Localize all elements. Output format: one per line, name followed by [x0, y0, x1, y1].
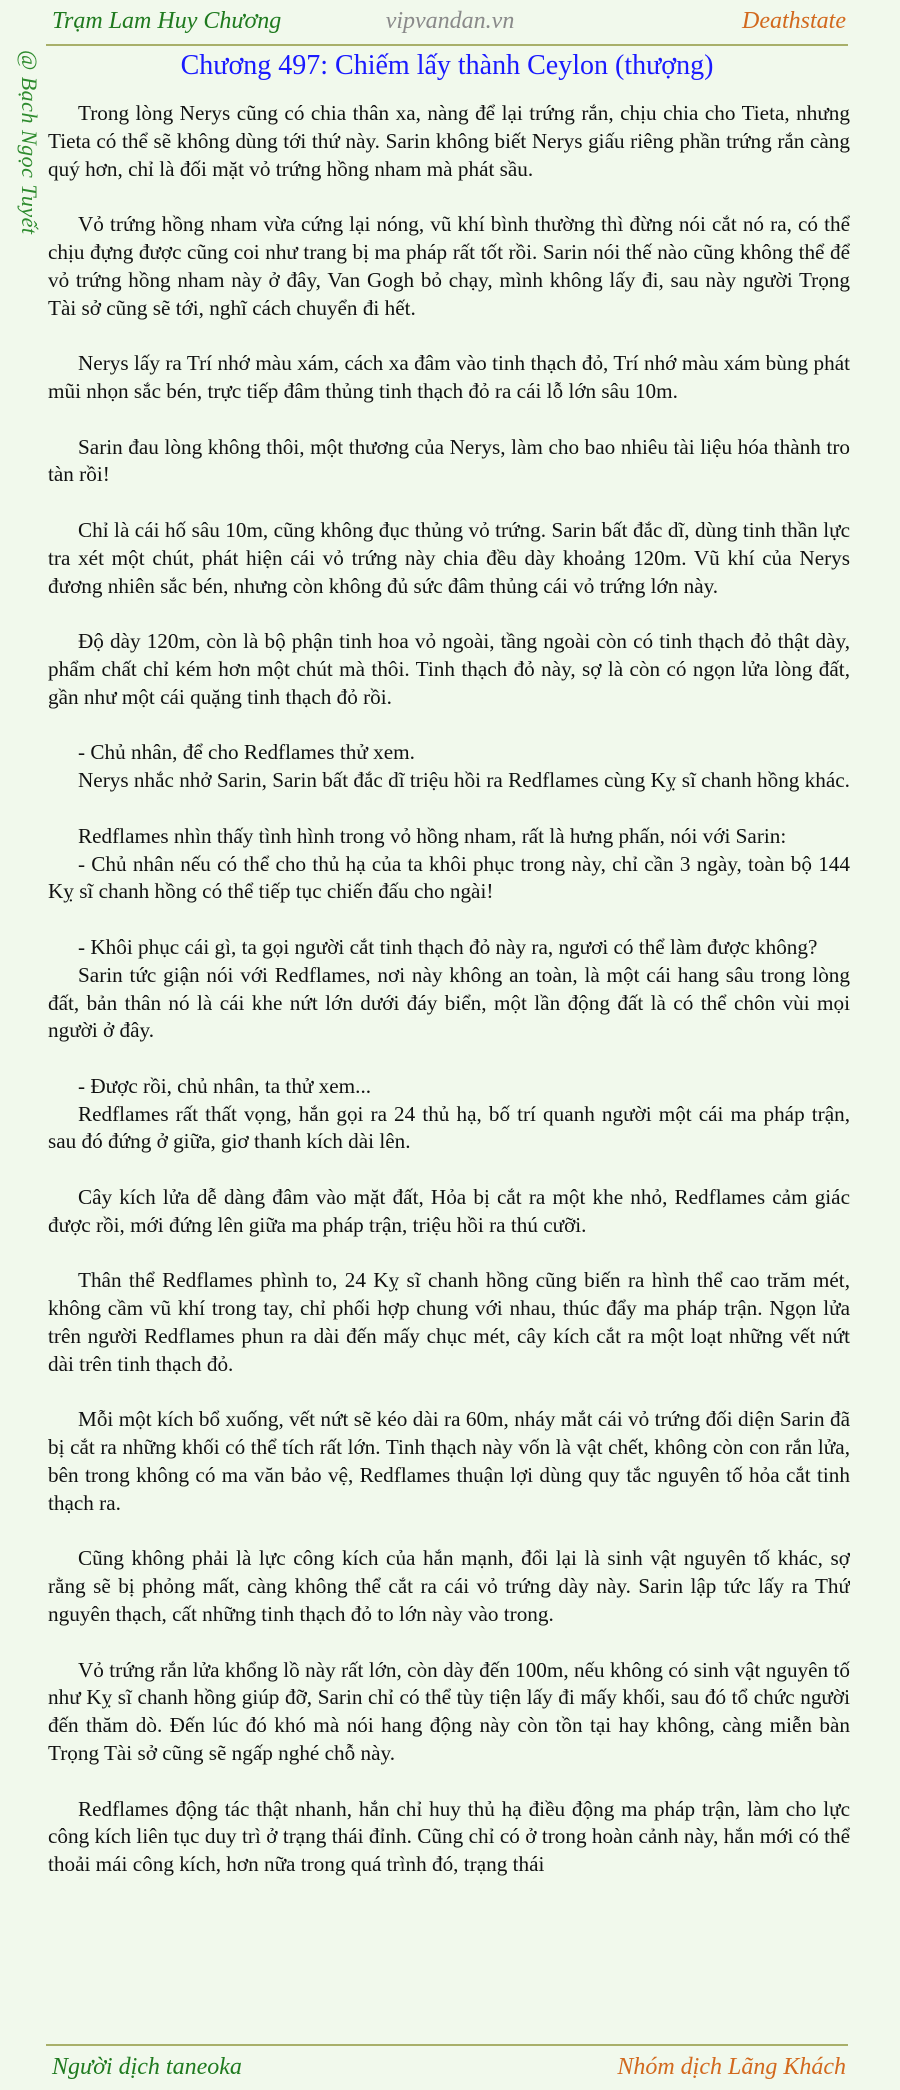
paragraph: Redflames rất thất vọng, hắn gọi ra 24 thủ hạ, bố trí quanh người một cái ma pháp trận, sau đó đứng ở giữa, giơ thanh kích dài lên.: [48, 1101, 850, 1154]
paragraph: Trong lòng Nerys cũng có chia thân xa, nàng để lại trứng rắn, chịu chia cho Tieta, nhưng Tieta có thể sẽ không dùng tới thứ này. Sarin không biết Nerys giấu riêng phần trứng rắn càng quý hơn, chỉ là đối mặt vỏ trứng hồng nham mà phát sầu.: [48, 101, 850, 181]
paragraph: Nerys lấy ra Trí nhớ màu xám, cách xa đâm vào tinh thạch đỏ, Trí nhớ màu xám bùng phát mũi nhọn sắc bén, trực tiếp đâm thủng tinh thạch đỏ ra cái lỗ lớn sâu 10m.: [48, 351, 850, 403]
footer-divider: [46, 2044, 848, 2046]
page-header: [0, 0, 900, 46]
dialogue-line: - Chủ nhân nếu có thể cho thủ hạ của ta khôi phục trong này, chỉ cần 3 ngày, toàn bộ 144 Kỵ sĩ chanh hồng có thể tiếp tục chiến đấu cho ngài!: [48, 851, 850, 904]
chapter-body: [48, 100, 850, 2030]
paragraph: Sarin đau lòng không thôi, một thương của Nerys, làm cho bao nhiêu tài liệu hóa thành tro tàn rồi!: [48, 434, 850, 487]
footer-group: Nhóm dịch Lãng Khách: [617, 2054, 846, 2080]
header-divider: [46, 44, 848, 46]
dialogue-line: - Chủ nhân, để cho Redflames thử xem.: [78, 740, 415, 765]
paragraph: Vỏ trứng rắn lửa khổng lồ này rất lớn, còn dày đến 100m, nếu không có sinh vật nguyên tố như Kỵ sĩ chanh hồng giúp đỡ, Sarin chỉ có thể tùy tiện lấy đi mấy khối, sau đó tổ chức người đến thăm dò. Đến lúc đó khó mà nói hang động này còn tồn tại hay không, càng miễn bàn Trọng Tài sở cũng sẽ ngấp nghé chỗ này.: [48, 1657, 850, 1766]
dialogue-line: - Khôi phục cái gì, ta gọi người cắt tinh thạch đỏ này ra, ngươi có thể làm được không?: [78, 934, 818, 959]
chapter-title: Chương 497: Chiếm lấy thành Ceylon (thượng): [180, 50, 714, 81]
paragraph: Chỉ là cái hố sâu 10m, cũng không đục thủng vỏ trứng. Sarin bất đắc dĩ, dùng tinh thần lực tra xét một chút, phát hiện cái vỏ trứng này chia đều dày khoảng 120m. Vũ khí của Nerys đương nhiên sắc bén, nhưng còn không đủ sức đâm thủng cái vỏ trứng lớn này.: [48, 517, 850, 598]
footer-translator: Người dịch taneoka: [52, 2054, 242, 2080]
header-left-title: Trạm Lam Huy Chương: [52, 8, 282, 34]
page-footer: [0, 2042, 900, 2090]
dialogue-line: - Được rồi, chủ nhân, ta thử xem...: [78, 1073, 372, 1098]
paragraph: Nerys nhắc nhở Sarin, Sarin bất đắc dĩ triệu hồi ra Redflames cùng Kỵ sĩ chanh hồng khác.: [78, 768, 850, 793]
paragraph: Vỏ trứng hồng nham vừa cứng lại nóng, vũ khí bình thường thì đừng nói cắt nó ra, có thể chịu đựng được cũng coi như trang bị ma pháp rất tốt rồi. Sarin nói thế nào cũng không thể để vỏ trứng hồng nham này ở đây, Van Gogh bỏ chạy, mình không lấy đi, sau này người Trọng Tài sở cũng sẽ tới, nghĩ cách chuyển đi hết.: [48, 212, 850, 320]
paragraph: Cây kích lửa dễ dàng đâm vào mặt đất, Hỏa bị cắt ra một khe nhỏ, Redflames cảm giác được rồi, mới đứng lên giữa ma pháp trận, triệu hồi ra thú cưỡi.: [48, 1185, 850, 1237]
paragraph: Redflames nhìn thấy tình hình trong vỏ hồng nham, rất là hưng phấn, nói với Sarin:: [78, 823, 787, 848]
side-watermark: @ Bạch Ngọc Tuyết: [17, 50, 42, 235]
paragraph: Mỗi một kích bổ xuống, vết nứt sẽ kéo dài ra 60m, nháy mắt cái vỏ trứng đối diện Sarin đã bị cắt ra những khối có thể tích rất lớn. Tinh thạch này vốn là vật chết, không còn con rắn lửa, bên trong không có ma văn bảo vệ, Redflames thuận lợi dùng quy tắc nguyên tố hỏa cắt tinh thạch ra.: [48, 1407, 850, 1515]
paragraph: Redflames động tác thật nhanh, hắn chỉ huy thủ hạ điều động ma pháp trận, làm cho lực công kích liên tục duy trì ở trạng thái đỉnh. Cũng chỉ có ở trong hoàn cảnh này, hắn mới có thể thoải mái công kích, hơn nữa trong quá trình đó, trạng thái: [48, 1796, 850, 1877]
paragraph: Thân thể Redflames phình to, 24 Kỵ sĩ chanh hồng cũng biến ra hình thể cao trăm mét, không cầm vũ khí trong tay, chỉ phối hợp chung với nhau, thúc đẩy ma pháp trận. Ngọn lửa trên người Redflames phun ra dài đến mấy chục mét, cây kích cắt ra một loạt những vết nứt dài trên tinh thạch đỏ.: [48, 1268, 850, 1376]
header-right-title: Deathstate: [742, 8, 846, 34]
paragraph: Độ dày 120m, còn là bộ phận tinh hoa vỏ ngoài, tầng ngoài còn có tinh thạch đỏ thật dày, phẩm chất chỉ kém hơn một chút mà thôi. Tinh thạch đỏ này, sợ là còn có ngọn lửa lòng đất, gần như một cái quặng tinh thạch đỏ rồi.: [48, 629, 850, 709]
paragraph: Sarin tức giận nói với Redflames, nơi này không an toàn, là một cái hang sâu trong lòng đất, bản thân nó là cái khe nứt lớn dưới đáy biển, một lần động đất là có thể chôn vùi mọi người ở đây.: [48, 962, 850, 1043]
header-site: vipvandan.vn: [385, 8, 515, 34]
paragraph: Cũng không phải là lực công kích của hắn mạnh, đổi lại là sinh vật nguyên tố khác, sợ rằng sẽ bị phỏng mất, càng không thể cắt ra cái vỏ trứng dày này. Sarin lập tức lấy ra Thứ nguyên thạch, cất những tinh thạch đỏ to lớn này vào trong.: [48, 1546, 850, 1627]
